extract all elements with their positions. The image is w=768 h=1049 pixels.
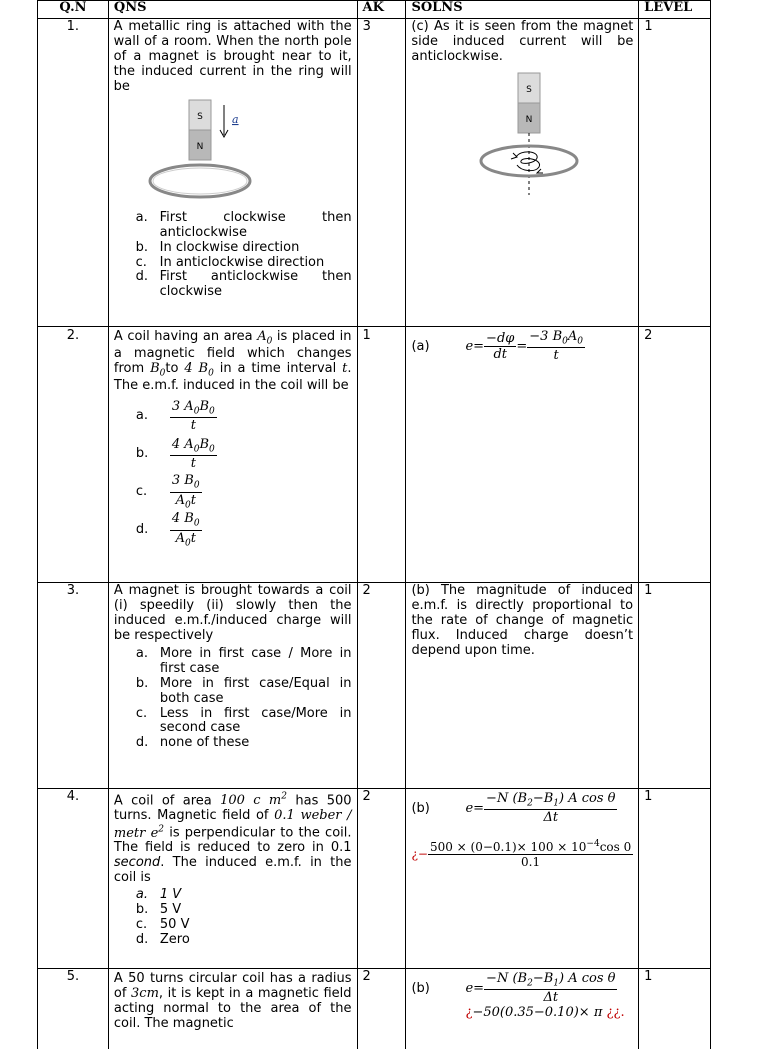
answer-key: 1 <box>358 327 407 582</box>
solution-equation: (b) e= $\frac{-N (B_2-B_1) A \cos \theta}{\Delta t}$ <box>411 791 616 826</box>
solution-equation-line2: ¿−50(0.35−0.10)× π ¿¿. <box>465 1005 625 1021</box>
question-number: 5. <box>38 969 109 1049</box>
option-c: c. Less in first case/More in second case <box>135 705 352 736</box>
table-header <box>38 1 711 19</box>
level: 1 <box>639 969 711 1049</box>
options-list <box>136 888 352 948</box>
question-number: 4. <box>38 789 109 968</box>
header-solns: SOLNS <box>406 1 639 18</box>
question-text: A 50 turns circular coil has a radius of 3cm, it is kept in a magnetic field acting normal to the area of the coil. The magnetic <box>113 971 352 1031</box>
solution-cell <box>406 789 639 968</box>
solution-cell <box>406 583 639 788</box>
question-text: A coil of area 100 c $m^2$ has 500 turns. Magnetic field of 0.1 weber / metr $e^2$ is perpendicular to the coil. The field is reduced to zero in 0.1 second. The induced e.m.f. in the coil is <box>113 792 352 886</box>
table-row <box>38 969 711 1049</box>
question-text: A metallic ring is attached with the wall of a room. When the north pole of a magnet is brought near to it, the induced current in the ring will be <box>113 19 352 94</box>
answer-key: 2 <box>358 789 407 968</box>
option-d: d. $\frac{4 B_0}{A_0t}$ <box>135 511 200 549</box>
option-b: b. 5 V <box>135 902 182 918</box>
metallic-ring <box>150 165 250 197</box>
question-text: A magnet is brought towards a coil (i) speedily (ii) slowly then the induced e.m.f./induced charge will be respectively <box>113 583 352 643</box>
option-c: c. $\frac{3 B_0}{A_0t}$ <box>135 473 200 511</box>
options-list <box>136 398 352 550</box>
magnet-n-label: N <box>196 141 203 152</box>
options-list <box>136 647 352 752</box>
answer-key: 2 <box>358 969 407 1049</box>
solution-cell <box>406 327 639 582</box>
option-a: a. 1 V <box>135 887 182 903</box>
option-b: b. More in first case/Equal in both case <box>135 675 352 706</box>
level: 1 <box>639 19 711 326</box>
option-b: b. In clockwise direction <box>135 239 300 255</box>
current-arrow-icon <box>511 153 517 159</box>
level: 2 <box>639 327 711 582</box>
header-qns: QNS <box>109 1 358 18</box>
table-row <box>38 19 711 327</box>
solution-cell <box>406 969 639 1049</box>
current-arrow-icon-2 <box>537 169 543 173</box>
solution-cell <box>406 19 639 326</box>
header-qn: Q.N <box>38 1 109 18</box>
question-cell <box>109 327 358 582</box>
answer-key: 2 <box>358 583 407 788</box>
option-b: b. $\frac{4 A_0B_0}{t}$ <box>135 436 215 472</box>
question-number: 2. <box>38 327 109 582</box>
arrow-label: a <box>231 112 239 126</box>
header-ak: AK <box>358 1 407 18</box>
level: 1 <box>639 583 711 788</box>
solution-equation-line2: ¿− $\frac{500 \times (0-0.1)\times 100 \times 10^{-4}\cos 0}{0.1}$ <box>411 839 632 870</box>
question-cell <box>109 19 358 326</box>
question-text: A coil having an area $A_0$ is placed in a magnetic field which changes from $B_0to$ 4 $B_0$ in a time interval t. The e.m.f. induced in the coil will be <box>113 329 352 393</box>
questions-table <box>37 0 711 1049</box>
option-d: d. Zero <box>135 932 190 948</box>
anticlockwise-current-icon <box>516 152 540 171</box>
question-cell <box>109 583 358 788</box>
option-c: c. In anticlockwise direction <box>135 254 325 270</box>
question-number: 1. <box>38 19 109 326</box>
answer-key: 3 <box>358 19 407 326</box>
question-cell <box>109 969 358 1049</box>
solution-text: (c) As it is seen from the magnet side induced current will be anticlockwise. <box>411 19 634 64</box>
header-level: LEVEL <box>639 1 711 18</box>
table-row <box>38 583 711 789</box>
ring-magnet-figure <box>114 95 352 205</box>
option-d: d. First anticlockwise then clockwise <box>135 269 352 300</box>
option-a: a. More in first case / More in first case <box>135 645 352 676</box>
option-d: d. none of these <box>135 735 250 751</box>
solution-equation: (b) e= $\frac{-N (B_2-B_1) A \cos \theta}{\Delta t}$ <box>411 971 616 1006</box>
option-a: a. $\frac{3 A_0B_0}{t}$ <box>135 398 215 434</box>
option-c: c. 50 V <box>135 917 190 933</box>
sol-magnet-s-label: S <box>526 84 533 95</box>
level: 1 <box>639 789 711 968</box>
solution-figure <box>411 69 633 199</box>
question-cell <box>109 789 358 968</box>
sol-magnet-n-label: N <box>526 114 533 125</box>
magnet-s-label: S <box>196 111 203 122</box>
table-row <box>38 327 711 583</box>
question-number: 3. <box>38 583 109 788</box>
ring-inner-edge <box>153 168 247 194</box>
solution-text: (b) The magnitude of induced e.m.f. is directly proportional to the rate of change of magnetic flux. Induced charge doesn’t depend upon time. <box>411 583 634 658</box>
table-row <box>38 789 711 969</box>
solution-equation: (a) e= $\frac{-d\varphi}{dt}$ = $\frac{-3 B_0A_0}{t}$ <box>411 329 583 364</box>
options-list <box>136 211 352 301</box>
option-a: a. First clockwise then anticlockwise <box>135 209 352 240</box>
